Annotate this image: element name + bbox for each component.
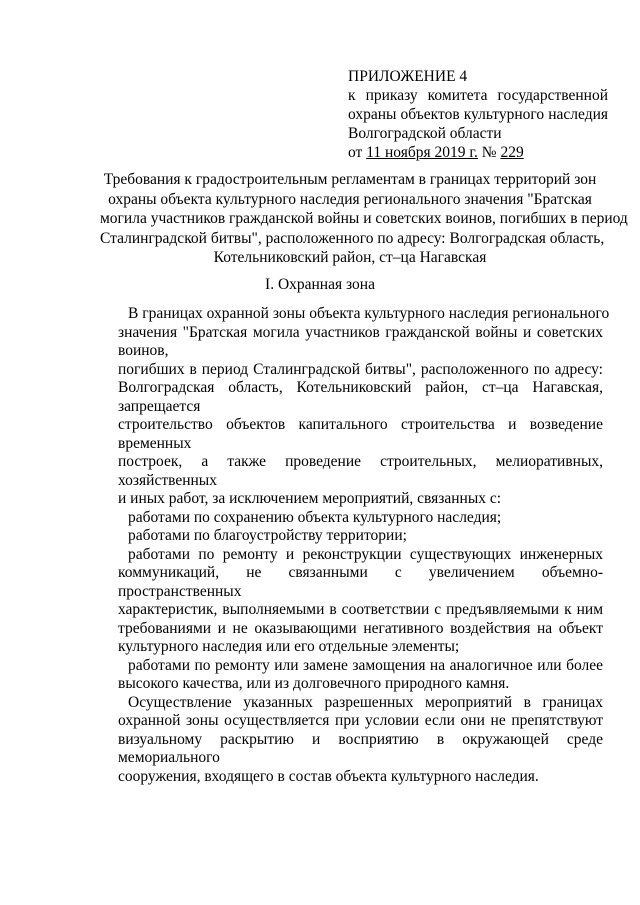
- appendix-title: ПРИЛОЖЕНИЕ 4: [348, 68, 468, 85]
- body-line: работами по ремонту и реконструкции существующих инженерных: [128, 545, 603, 563]
- body-line: Осуществление указанных разрешенных мероприятий в границах: [128, 693, 603, 711]
- body-line: работами по ремонту или замене замощения на аналогичное или более: [128, 656, 603, 674]
- number-prefix: №: [477, 144, 501, 161]
- body-line: коммуникаций, не связанными с увеличением объемно-пространственных: [118, 564, 603, 600]
- appendix-line-3: Волгоградской области: [348, 125, 502, 142]
- body-line: высокого качества, или из долговечного природного камня.: [118, 675, 510, 692]
- body-line: работами по благоустройству территории;: [128, 527, 407, 544]
- date-prefix: от: [348, 144, 367, 161]
- heading-line: Котельниковский район, ст–ца Нагавская: [213, 249, 487, 266]
- heading-line: охраны объекта культурного наследия регионального значения "Братская: [108, 190, 592, 208]
- body-line: и иных работ, за исключением мероприятий, связанных с:: [118, 490, 502, 507]
- body-line: В границах охранной зоны объекта культурного наследия регионального: [128, 305, 610, 322]
- heading-line: могила участников гражданской войны и советских воинов, погибших в период: [100, 210, 628, 227]
- body-line: сооружения, входящего в состав объекта культурного наследия.: [118, 767, 539, 785]
- body-line: требованиями и не оказывающими негативного воздействия на объект: [118, 619, 603, 637]
- body-line: погибших в период Сталинградской битвы", расположенного по адресу:: [118, 360, 603, 378]
- document-heading: [100, 170, 628, 268]
- order-number: 229: [500, 144, 524, 161]
- body-line: визуальному раскрытию и восприятию в окружающей среде мемориального: [118, 730, 603, 766]
- body-line: строительство объектов капитального строительства и возведение временных: [118, 416, 603, 452]
- heading-line: Требования к градостроительным регламентам в границах территорий зон: [103, 171, 597, 188]
- appendix-block: [348, 67, 608, 162]
- document-body: [118, 305, 610, 786]
- body-line: охранной зоны осуществляется при условии если они не препятствуют: [118, 712, 603, 729]
- body-line: характеристик, выполняемыми в соответствии с предъявляемыми к ним: [118, 601, 603, 618]
- body-line: культурного наследия или его отдельные элементы;: [118, 638, 460, 655]
- heading-line: Сталинградской битвы", расположенного по адресу: Волгоградская область,: [100, 229, 605, 247]
- body-line: работами по сохранению объекта культурного наследия;: [128, 508, 502, 526]
- appendix-line-2: охраны объектов культурного наследия: [348, 106, 608, 123]
- body-line: значения "Братская могила участников гражданской войны и советских воинов,: [118, 323, 603, 359]
- body-line: построек, а также проведение строительных, мелиоративных, хозяйственных: [118, 453, 603, 489]
- order-date: 11 ноября 2019 г.: [366, 144, 478, 161]
- appendix-line-1: к приказу комитета государственной: [348, 87, 608, 104]
- appendix-date-line: [348, 143, 608, 162]
- body-line: Волгоградская область, Котельниковский район, ст–ца Нагавская, запрещается: [118, 379, 603, 415]
- section-title: I. Охранная зона: [265, 276, 375, 293]
